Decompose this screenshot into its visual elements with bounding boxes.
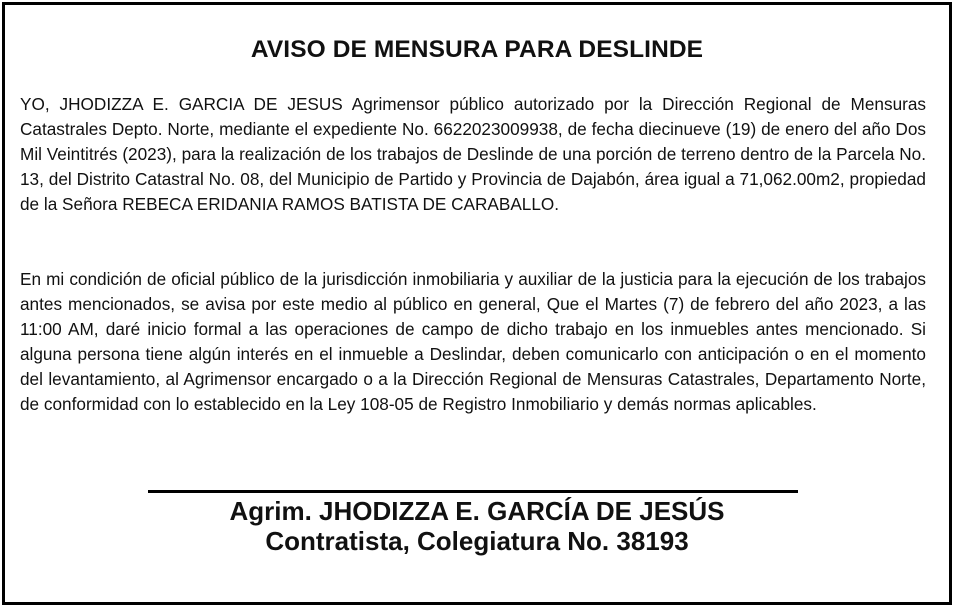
notice-paragraph-2: En mi condición de oficial público de la jurisdicción inmobiliaria y auxiliar de la justicia para la ejecución de los trabajos antes mencionados, se avisa por este medio al público en general, Que el Martes (7) de febrero del año 2023, a las 11:00 AM, daré inicio formal a las operaciones de campo de dicho trabajo en los inmuebles antes mencionado. Si alguna persona tiene algún interés en el inmueble a Deslindar, deben comunicarlo con anticipación o en el momento del levantamiento, al Agrimensor encargado o a la Dirección Regional de Mensuras Catastrales, Departamento Norte, de conformidad con lo establecido en la Ley 108-05 de Registro Inmobiliario y demás normas aplicables. [20,269,926,414]
signature-line [148,490,798,493]
signatory-role: Contratista, Colegiatura No. 38193 [265,526,689,556]
notice-title: AVISO DE MENSURA PARA DESLINDE [250,36,704,63]
signatory-name: Agrim. JHODIZZA E. GARCÍA DE JESÚS [229,496,725,526]
notice-paragraph-1: YO, JHODIZZA E. GARCIA DE JESUS Agrimensor público autorizado por la Dirección Regional de Mensuras Catastrales Depto. Norte, mediante el expediente No. 6622023009938, de fecha diecinueve (19) de enero del año Dos Mil Veintitrés (2023), para la realización de los trabajos de Deslinde de una porción de terreno dentro de la Parcela No. 13, del Distrito Catastral No. 08, del Municipio de Partido y Provincia de Dajabón, área igual a 71,062.00m2, propiedad de la Señora REBECA ERIDANIA RAMOS BATISTA DE CARABALLO. [20,94,926,214]
